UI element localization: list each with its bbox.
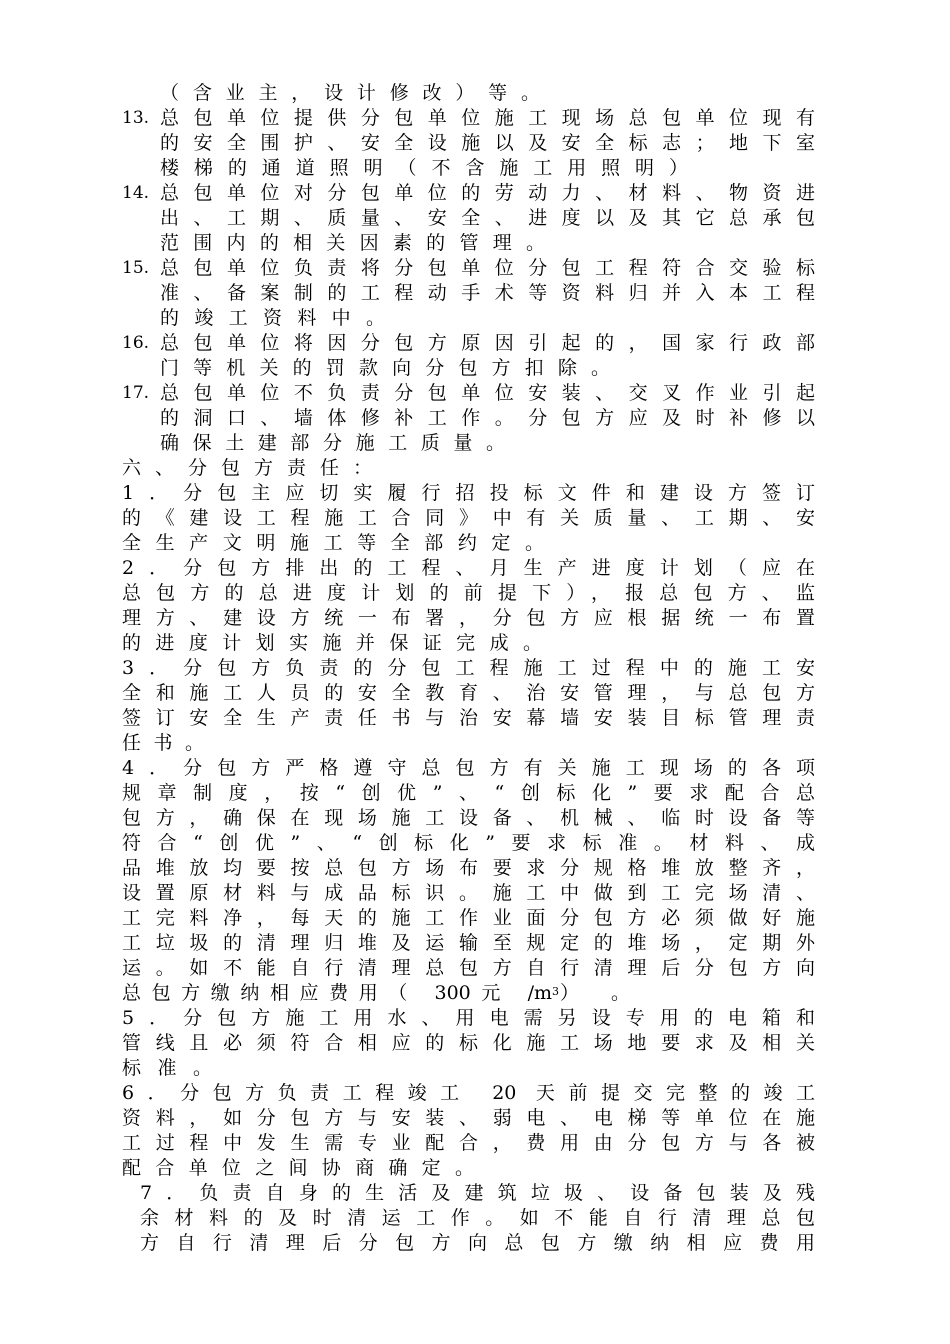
item-number: 16. [122,333,150,353]
item-line: 总包单位将因分包方原因引起的，国家行政部 [160,332,815,354]
paragraph-line: 的《建设工程施工合同》中有关质量、工期、安 [122,507,815,529]
paragraph-line: 配合单位之间协商确定。 [122,1157,474,1179]
paragraph-line: 规章制度，按“创优”、“创标化”要求配合总 [122,782,815,804]
paragraph-line: 6．分包方负责工程竣工 20 天前提交完整的竣工 [122,1082,815,1104]
item-line: 准、备案制的工程动手术等资料归并入本工程 [160,282,815,304]
item-number: 13. [122,108,150,128]
paragraph-line: 1．分包主应切实履行招投标文件和建设方签订 [122,482,815,504]
item-line: 总包单位负责将分包单位分包工程符合交验标 [160,257,815,279]
paragraph-line: 3．分包方负责的分包工程施工过程中的施工安 [122,657,815,679]
paragraph-line: 2．分包方排出的工程、月生产进度计划（应在 [122,557,815,579]
paragraph-line: 工完料净，每天的施工作业面分包方必须做好施 [122,907,815,929]
paragraph-line: 包方，确保在现场施工设备、机械、临时设备等 [122,807,815,829]
item-line: 门等机关的罚款向分包方扣除。 [160,357,610,379]
paragraph-line: 设置原材料与成品标识。施工中做到工完场清、 [122,882,815,904]
superscript-exponent: 3 [552,985,559,998]
item-number: 14. [122,183,150,203]
paragraph-line-tail: ）。 [560,982,630,1004]
paragraph-line: 工垃圾的清理归堆及运输至规定的堆场，定期外 [122,932,815,954]
paragraph-line: 7．负责自身的生活及建筑垃圾、设备包装及残 [140,1182,815,1204]
paragraph-line: 理方、建设方统一布署，分包方应根据统一布置 [122,607,815,629]
paragraph-line: 工过程中发生需专业配合，费用由分包方与各被 [122,1132,815,1154]
paragraph-line: 资料，如分包方与安装、弱电、电梯等单位在施 [122,1107,815,1129]
intro-line: （含业主，设计修改）等。 [160,82,540,104]
item-line: 出、工期、质量、安全、进度以及其它总承包 [160,207,815,229]
paragraph-line: 品堆放均要按总包方场布要求分规格堆放整齐， [122,857,815,879]
item-line: 范围内的相关因素的管理。 [160,232,545,254]
item-line: 总包单位对分包单位的劳动力、材料、物资进 [160,182,815,204]
paragraph-line: 5．分包方施工用水、用电需另设专用的电箱和 [122,1007,815,1029]
paragraph-line: 任书。 [122,732,204,754]
paragraph-line: 符合“创优”、“创标化”要求标准。材料、成 [122,832,815,854]
paragraph-line: 全和施工人员的安全教育、治安管理，与总包方 [122,682,815,704]
item-line: 总包单位不负责分包单位安装、交叉作业引起 [160,382,815,404]
paragraph-line: 余材料的及时清运工作。如不能自行清理总包 [140,1207,815,1229]
paragraph-line: 总包方缴纳相应费用（ 300元 /m [122,982,552,1004]
item-line: 楼梯的通道照明（不含施工用照明） [160,157,688,179]
paragraph-line: 方自行清理后分包方向总包方缴纳相应费用 [140,1232,815,1254]
item-line: 的安全围护、安全设施以及安全标志；地下室 [160,132,815,154]
paragraph-line: 全生产文明施工等全部约定。 [122,532,544,554]
item-line: 总包单位提供分包单位施工现场总包单位现有 [160,107,815,129]
paragraph-line: 签订安全生产责任书与治安幕墙安装目标管理责 [122,707,815,729]
item-line: 的洞口、墙体修补工作。分包方应及时补修以 [160,407,815,429]
item-number: 17. [122,383,150,403]
item-number: 15. [122,258,150,278]
item-line: 确保土建部分施工质量。 [160,432,505,454]
paragraph-line: 总包方的总进度计划的前提下），报总包方、监 [122,582,815,604]
section-heading: 六、分包方责任： [122,457,372,479]
paragraph-line: 标准。 [122,1057,212,1079]
paragraph-line: 的进度计划实施并保证完成。 [122,632,542,654]
paragraph-line: 管线且必须符合相应的标化施工场地要求及相关 [122,1032,815,1054]
item-line: 的竣工资料中。 [160,307,385,329]
paragraph-line: 4．分包方严格遵守总包方有关施工现场的各项 [122,757,815,779]
paragraph-line: 运。如不能自行清理总包方自行清理后分包方向 [122,957,815,979]
